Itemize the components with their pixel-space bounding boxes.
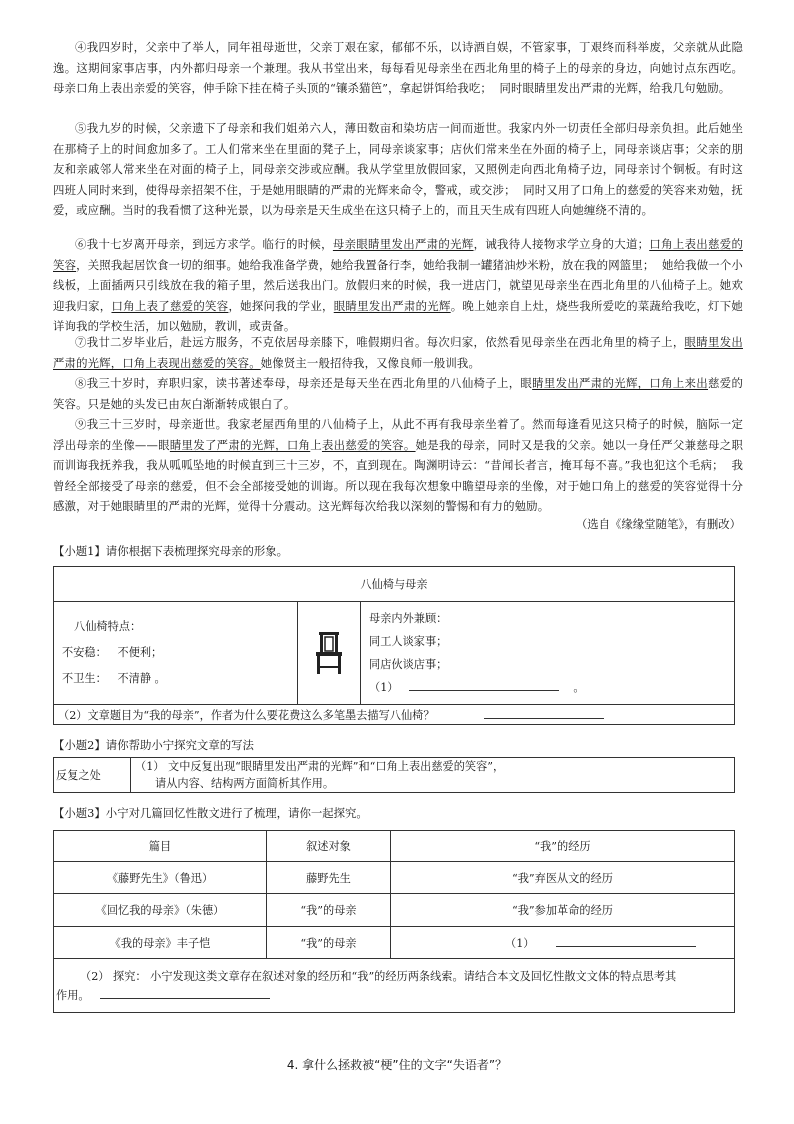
- table-cell: “我”的母亲: [267, 894, 391, 927]
- question-2-table: [53, 757, 735, 793]
- question-3-title: 【小题3】小宁对几篇回忆性散文进行了梳理，请你一起探究。: [53, 806, 368, 820]
- repeat-label-cell: 反复之处: [54, 758, 131, 793]
- underline-phrase: 母亲眼睛里发出严肃的光辉: [332, 237, 474, 251]
- underline-phrase: 口角上表出慈爱的笑容: [53, 237, 743, 272]
- feature-item: 不卫生：: [62, 672, 107, 685]
- explore-text: （2） 探究： 小宁发现这类文章存在叙述对象的经历和“我”的经历两条线索。请结合本文及回忆性散文文体的特点思考其: [80, 969, 677, 983]
- table-cell: 《藤野先生》（鲁迅）: [54, 862, 267, 894]
- blank-label: （1）: [505, 937, 535, 950]
- table-cell: 藤野先生: [267, 862, 391, 894]
- paragraph-5: ⑤我九岁的时候，父亲遗下了母亲和我们姐弟六人，薄田数亩和染坊店一间而逝世。我家内外一切责任全部归母亲负担。此后她坐在那椅子上的时间愈加多了。工人们常来坐在里面的凳子上，同母亲谈家事；店伙们常来坐在外面的椅子上，同母亲谈店事；父亲的朋友和亲戚邻人常来坐在对面的椅子上，同母亲交涉或应酬。我从学堂里放假回家，又照例走向西北角椅子边，同母亲讨个铜板。有时这四班人同时来到，使得母亲招架不住，于是她用眼睛的严肃的光辉来命令，警戒，或交涉； 同时又用了口角上的慈爱的笑容来劝勉，抚爱，或应酬。当时的我看惯了这种光景，以为母亲是天生成坐在这只椅子上的，而且天生成有四班人向她缠绕不清的。: [53, 121, 743, 217]
- repeat-question-cell: [131, 758, 735, 793]
- feature-item: 不清静 。: [117, 672, 166, 685]
- answer-blank[interactable]: [556, 934, 696, 947]
- mother-item: 母亲内外兼顾：: [369, 612, 448, 625]
- underline-phrase: 睛里发了严肃的光辉，口角: [169, 437, 311, 452]
- feature-item: 不便利；: [117, 646, 163, 659]
- paragraph-4: ④我四岁时，父亲中了举人，同年祖母逝世，父亲丁艰在家，郁郁不乐，以诗酒自娱，不管家事，丁艰终而科举废，父亲就从此隐逸。这期间家事店事，内外都归母亲一个兼理。我从书堂出来，每每看见母亲坐在西北角里的椅子上的母亲的身边，向她讨点东西吃。母亲口角上表出亲爱的笑容，伸手除下挂在椅子头顶的“镶杀猫笆”，拿起饼饵给我吃； 同时眼睛里发出严肃的光辉，给我几句勉励。: [53, 40, 743, 95]
- question-1-2-cell: [54, 705, 735, 725]
- answer-blank[interactable]: [409, 678, 559, 691]
- underline-phrase: 表出慈爱的笑容。: [321, 437, 416, 452]
- question-2-line: 请从内容、结构两方面简析其作用。: [155, 777, 335, 790]
- underline-phrase: 眼睛里发出严肃的光辉，口角上表现出慈爱的笑容。: [53, 335, 743, 370]
- underline-phrase: 眼睛里发出严肃的光辉: [333, 298, 451, 313]
- question-1-table: [53, 566, 735, 725]
- paragraph-7: ⑦我廿二岁毕业后，赴远方服务，不克依居母亲膝下，唯假期归省。每次归家，依然看见母亲坐在西北角里的椅子上，眼睛里发出严肃的光辉，口角上表现出慈爱的笑容。她像贤主一般招待我，又像良师一般训我。: [53, 335, 743, 370]
- question-2-line: （1） 文中反复出现“眼睛里发出严肃的光辉”和“口角上表出慈爱的笑容”，: [135, 760, 505, 773]
- answer-blank[interactable]: [100, 986, 270, 999]
- explore-cell: [54, 959, 735, 1013]
- explore-text-end: 作用。: [56, 988, 90, 1002]
- question-2-title: 【小题2】请你帮助小宁探究文章的写法: [53, 738, 254, 752]
- underline-phrase: 睛里发出严肃的光辉，口角上来出: [532, 376, 709, 390]
- paragraph-8: ⑧我三十岁时，弃职归家，读书著述奉母，母亲还是每天坐在西北角里的八仙椅子上，眼睛里发出严肃的光辉，口角上来出慈爱的笑容。只是她的头发已由灰白渐渐转成银白了。: [53, 376, 744, 411]
- table-title: 八仙椅与母亲: [54, 567, 735, 602]
- question-3-table: [53, 830, 735, 1013]
- table-cell: 《我的母亲》丰子恺: [54, 927, 267, 959]
- question-1-2-text: （2）文章题目为“我的母亲”，作者为什么要花费这么多笔墨去描写八仙椅？: [58, 709, 435, 722]
- mother-item: 同店伙谈店事；: [369, 658, 448, 671]
- answer-blank[interactable]: [484, 706, 604, 719]
- table-cell: “我”弃医从文的经历: [391, 862, 735, 894]
- table-cell: “我”的母亲: [267, 927, 391, 959]
- chair-features-cell: [54, 602, 298, 705]
- mother-cell: 母亲内外兼顾： 同工人谈家事； 同店伙谈店事； （1） 。: [361, 602, 735, 705]
- table-cell: [391, 927, 735, 959]
- chair-icon: [314, 630, 344, 676]
- blank-label: （1）: [369, 681, 399, 694]
- paragraph-6: ⑥我十七岁离开母亲，到远方求学。临行的时候，母亲眼睛里发出严肃的光辉，诫我待人接物求学立身的大道；口角上表出慈爱的笑容，关照我起居饮食一切的细事。她给我准备学费，她给我置备行李，她给我制一罐猪油炒米粉，放在我的网篮里； 她给我做一个小线板，上面插两只引线放在我的箱子里，然后送我出门。放假归来的时候，我一进店门，就望见母亲坐在西北角里的八仙椅子上。她欢迎我归家，口角上表了慈爱的笑容，她探问我的学业，眼睛里发出严肃的光辉。晚上她亲自上灶，烧些我所爱吃的菜蔬给我吃，灯下她详询我的学校生活，加以勉励，教训，或责备。: [53, 237, 743, 333]
- mother-item: 同工人谈家事；: [369, 635, 448, 648]
- table-cell: 《回忆我的母亲》（朱德）: [54, 894, 267, 927]
- header-cell: 叙述对象: [267, 831, 391, 862]
- header-cell: 篇目: [54, 831, 267, 862]
- question-1-title: 【小题1】请你根据下表梳理探究母亲的形象。: [53, 544, 289, 558]
- chair-image-cell: [298, 602, 361, 705]
- paragraph-9: ⑨我三十三岁时，母亲逝世。我家老屋西角里的八仙椅子上，从此不再有我母亲坐着了。然而每逢看见这只椅子的时候，脑际一定浮出母亲的坐像——眼睛里发了严肃的光辉，口角上表出慈爱的笑容。她是我的母亲，同时又是我的父亲。她以一身任严父兼慈母之职而训诲我抚养我，我从呱呱坠地的时候直到三十三岁，不，直到现在。陶渊明诗云：“昔闻长者言，掩耳每不喜。”我也犯这个毛病； 我曾经全部接受了母亲的慈爱，但不会全部接受她的训诲。所以现在我每次想象中瞻望母亲的坐像，对于她口角上的慈爱的笑容觉得十分感激，对于她眼睛里的严肃的光辉，觉得十分震动。这光辉每次给我以深刻的警惕和有力的勉励。: [53, 417, 743, 513]
- chair-features-label: 八仙椅特点：: [74, 620, 142, 633]
- underline-phrase: 口角上表了慈爱的笑容: [111, 298, 229, 313]
- source-citation: （选自《缘缘堂随笔》，有删改）: [575, 517, 741, 531]
- feature-item: 不安稳：: [62, 646, 107, 659]
- header-cell: “我”的经历: [391, 831, 735, 862]
- table-cell: “我”参加革命的经历: [391, 894, 735, 927]
- next-question-title: 4. 拿什么拯救被“梗”住的文字“失语者”？: [286, 1058, 508, 1072]
